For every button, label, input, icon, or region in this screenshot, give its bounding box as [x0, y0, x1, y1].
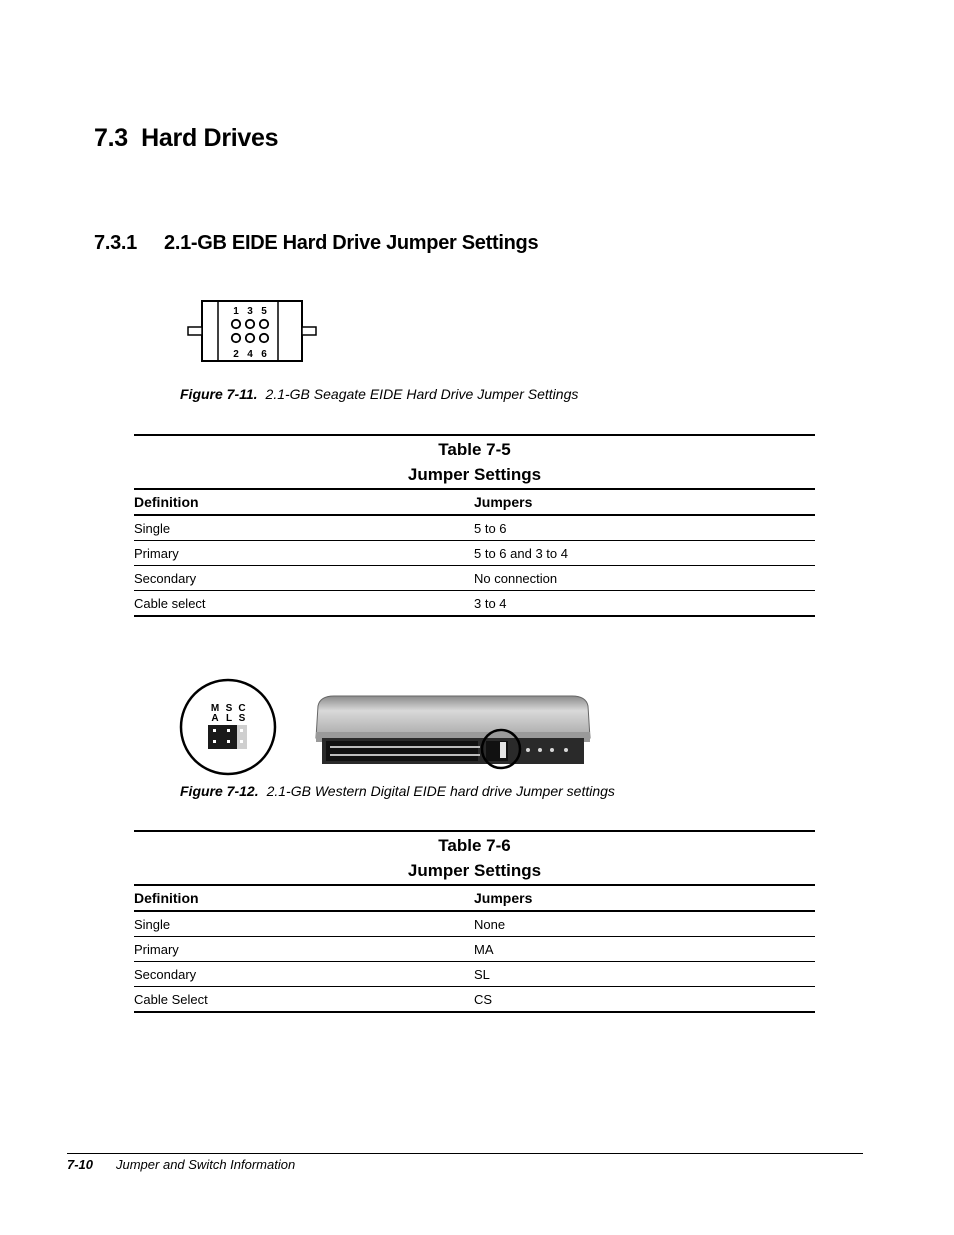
figure-7-11-caption [180, 386, 578, 402]
table-row [134, 987, 815, 1013]
figure-7-12-text: 2.1-GB Western Digital EIDE hard drive Jumper settings [266, 783, 615, 799]
section-name: Hard Drives [141, 124, 279, 152]
column-header-jumpers: Jumpers [474, 490, 815, 515]
table-header-row [134, 886, 815, 911]
footer-page-number: 7-10 [67, 1157, 94, 1172]
table-7-5-body [134, 490, 815, 617]
table-row [134, 515, 815, 541]
cell-jumpers: 5 to 6 [474, 515, 815, 541]
pin-label-2: 2 [233, 349, 239, 360]
section-number: 7.3 [94, 124, 128, 152]
wd-jumper-zoom-diagram [178, 677, 280, 779]
subsection-number: 7.3.1 [94, 232, 137, 254]
cell-definition: Cable select [134, 591, 474, 617]
table-7-6-body [134, 886, 815, 1013]
jumper-label-a: A [211, 713, 219, 724]
cell-definition: Primary [134, 937, 474, 962]
cell-jumpers: 3 to 4 [474, 591, 815, 617]
column-header-definition: Definition [134, 886, 474, 911]
cell-jumpers: No connection [474, 566, 815, 591]
table-7-6-title: Jumper Settings [407, 861, 542, 880]
pin-label-1: 1 [233, 306, 239, 317]
subsection-name: 2.1-GB EIDE Hard Drive Jumper Settings [164, 232, 539, 254]
figure-7-12-caption [180, 783, 615, 799]
table-row [134, 541, 815, 566]
footer-chapter-title: Jumper and Switch Information [116, 1157, 296, 1172]
cell-jumpers: CS [474, 987, 815, 1013]
cell-jumpers: SL [474, 962, 815, 987]
table-7-6 [134, 830, 815, 1013]
cell-definition: Primary [134, 541, 474, 566]
pin-label-3: 3 [247, 306, 253, 317]
subsection-title [94, 232, 539, 255]
column-header-definition: Definition [134, 490, 474, 515]
footer-rule [67, 1153, 863, 1154]
jumper-label-m: M [210, 703, 220, 714]
jumper-label-s2: S [238, 713, 246, 724]
cell-jumpers: 5 to 6 and 3 to 4 [474, 541, 815, 566]
table-7-5-title: Jumper Settings [407, 465, 542, 484]
figure-7-11-label: Figure 7-11. [180, 386, 258, 402]
cell-jumpers: MA [474, 937, 815, 962]
table-7-5-heading [134, 434, 815, 490]
cell-definition: Single [134, 515, 474, 541]
figure-7-12-label: Figure 7-12. [180, 783, 259, 799]
cell-definition: Cable Select [134, 987, 474, 1013]
table-row [134, 591, 815, 617]
figure-7-11-text: 2.1-GB Seagate EIDE Hard Drive Jumper Settings [265, 386, 579, 402]
table-header-row [134, 490, 815, 515]
table-row [134, 962, 815, 987]
table-row [134, 937, 815, 962]
pin-label-6: 6 [261, 349, 267, 360]
table-row [134, 566, 815, 591]
table-7-5-number: Table 7-5 [438, 440, 511, 459]
table-7-5 [134, 434, 815, 617]
cell-jumpers: None [474, 911, 815, 937]
jumper-label-s: S [225, 703, 233, 714]
jumper-label-c: C [238, 703, 246, 714]
cell-definition: Single [134, 911, 474, 937]
wd-drive-rear-view [314, 692, 592, 772]
table-7-6-number: Table 7-6 [438, 836, 511, 855]
cell-definition: Secondary [134, 962, 474, 987]
pin-label-5: 5 [261, 306, 267, 317]
section-title [94, 124, 278, 153]
seagate-jumper-diagram [186, 298, 318, 364]
jumper-label-l: L [225, 713, 233, 724]
table-7-6-heading [134, 830, 815, 886]
cell-definition: Secondary [134, 566, 474, 591]
column-header-jumpers: Jumpers [474, 886, 815, 911]
pin-label-4: 4 [247, 349, 253, 360]
table-row [134, 911, 815, 937]
